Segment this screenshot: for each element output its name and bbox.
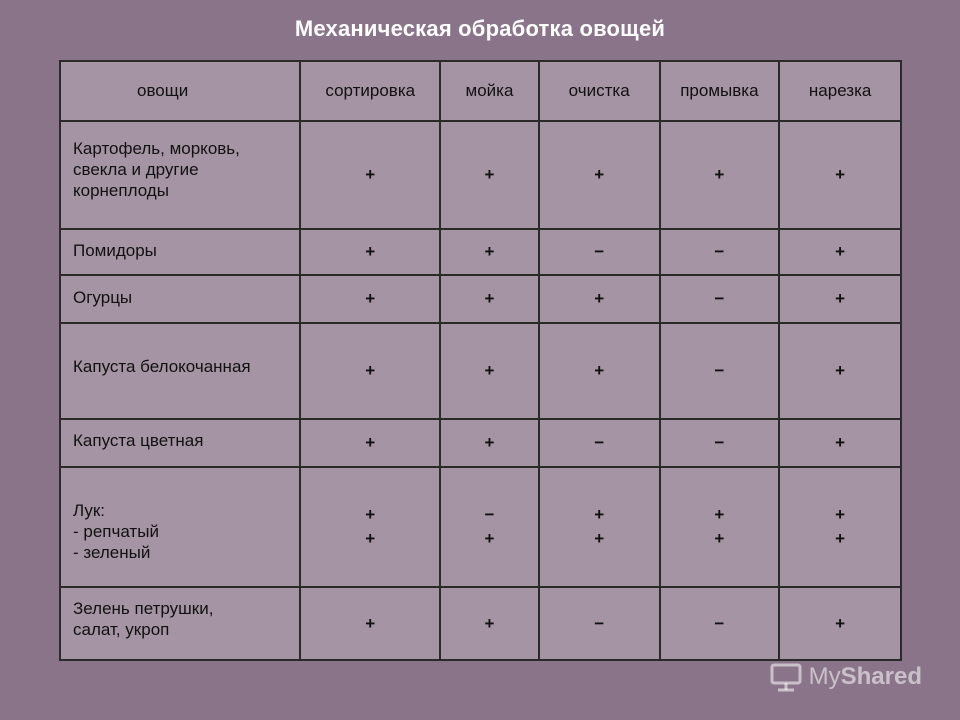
mark-cell: + xyxy=(779,229,901,275)
mark-cell: + xyxy=(779,323,901,419)
mark-cell: + xyxy=(660,121,780,229)
mark-cell: + xyxy=(300,323,440,419)
header-peeling: очистка xyxy=(539,61,660,121)
table-row xyxy=(60,323,901,419)
header-washing: мойка xyxy=(440,61,539,121)
processing-table xyxy=(59,60,902,661)
mark-cell: − xyxy=(539,419,660,467)
presentation-icon xyxy=(769,662,803,692)
table-row xyxy=(60,467,901,587)
mark-cell: + xyxy=(539,275,660,323)
mark-cell: − xyxy=(539,587,660,660)
vegetable-cell: Капуста белокочанная xyxy=(60,323,300,419)
mark-cell: + xyxy=(440,229,539,275)
mark-cell: + xyxy=(440,323,539,419)
vegetable-cell: Помидоры xyxy=(60,229,300,275)
mark-cell: + xyxy=(779,419,901,467)
mark-cell: + xyxy=(539,323,660,419)
mark-cell: + xyxy=(300,419,440,467)
watermark-text: MyShared xyxy=(808,663,922,690)
header-sorting: сортировка xyxy=(300,61,440,121)
mark-cell: − xyxy=(539,229,660,275)
mark-cell: + xyxy=(440,419,539,467)
mark-cell: + xyxy=(539,121,660,229)
mark-cell: + xyxy=(779,275,901,323)
mark-cell: − xyxy=(660,275,780,323)
header-vegetables: овощи xyxy=(60,61,300,121)
mark-cell: − xyxy=(660,323,780,419)
header-row xyxy=(60,61,901,121)
mark-cell: + xyxy=(440,587,539,660)
mark-cell: + xyxy=(779,121,901,229)
mark-cell: + xyxy=(300,275,440,323)
mark-cell: + xyxy=(300,229,440,275)
vegetable-cell: Лук: - репчатый - зеленый xyxy=(60,467,300,587)
mark-cell: − + xyxy=(440,467,539,587)
mark-cell: + xyxy=(779,587,901,660)
header-cutting: нарезка xyxy=(779,61,901,121)
table-row xyxy=(60,275,901,323)
table-row xyxy=(60,587,901,660)
page-title: Механическая обработка овощей xyxy=(294,16,666,41)
table-row xyxy=(60,419,901,467)
mark-cell: − xyxy=(660,587,780,660)
mark-cell: + xyxy=(300,121,440,229)
vegetable-cell: Картофель, морковь, свекла и другие корнеплоды xyxy=(60,121,300,229)
vegetable-cell: Капуста цветная xyxy=(60,419,300,467)
table-row xyxy=(60,229,901,275)
mark-cell: + xyxy=(440,275,539,323)
myshared-watermark xyxy=(769,662,922,692)
mark-cell: + + xyxy=(300,467,440,587)
table-row xyxy=(60,121,901,229)
mark-cell: + xyxy=(300,587,440,660)
mark-cell: + + xyxy=(539,467,660,587)
vegetable-cell: Зелень петрушки, салат, укроп xyxy=(60,587,300,660)
mark-cell: + + xyxy=(660,467,780,587)
header-rinsing: промывка xyxy=(660,61,780,121)
vegetable-cell: Огурцы xyxy=(60,275,300,323)
mark-cell: − xyxy=(660,229,780,275)
mark-cell: + + xyxy=(779,467,901,587)
mark-cell: + xyxy=(440,121,539,229)
mark-cell: − xyxy=(660,419,780,467)
